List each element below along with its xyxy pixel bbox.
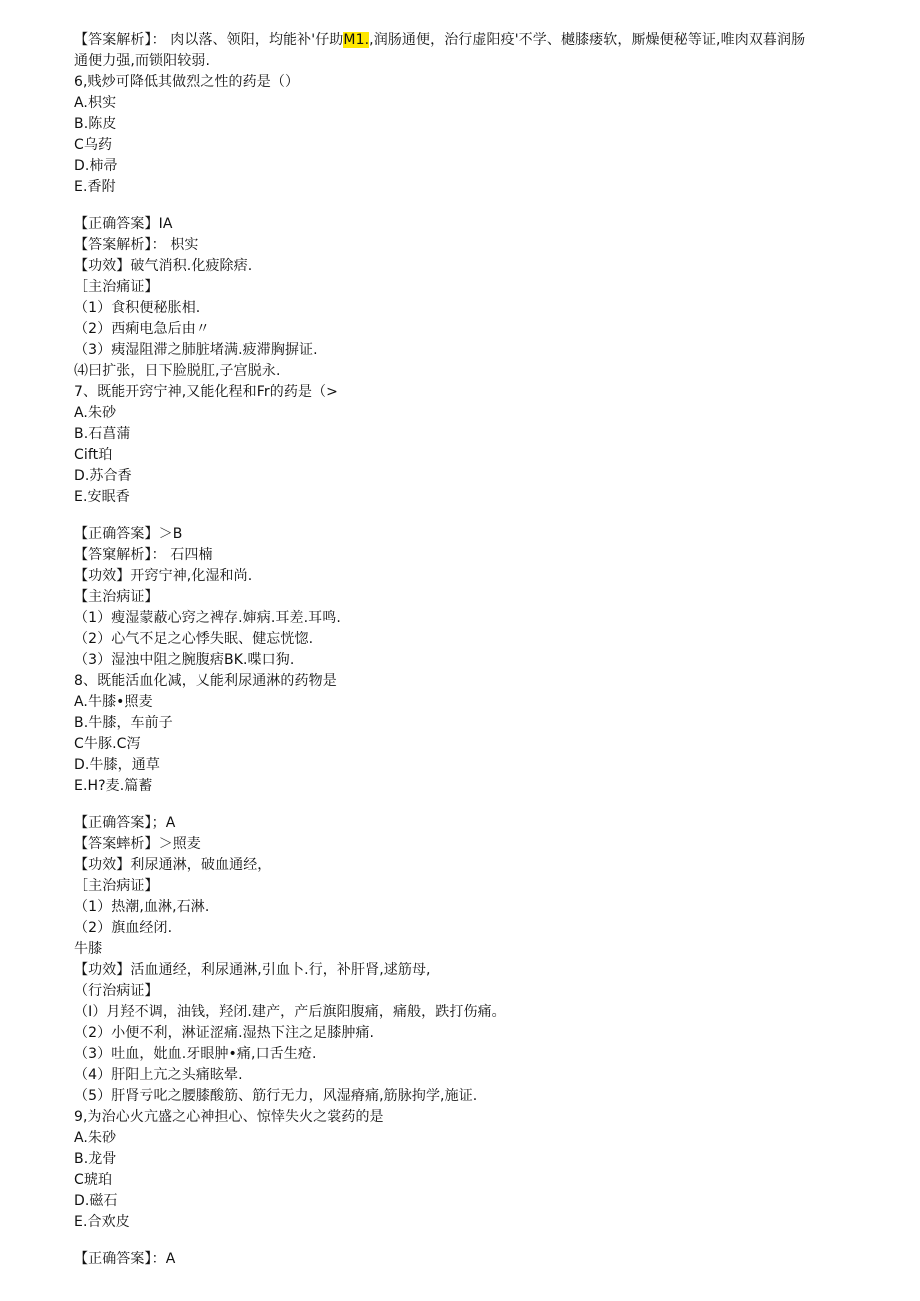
text-line xyxy=(74,693,153,712)
text-line xyxy=(74,1108,384,1127)
text-line xyxy=(74,856,271,875)
text-segment: D.磁石 xyxy=(74,1193,118,1209)
text-line xyxy=(74,777,153,796)
text-line xyxy=(74,52,210,71)
text-line xyxy=(74,136,112,155)
text-line xyxy=(74,178,116,197)
text-segment: ⑷曰扩张，日下脸脱肛,子宫脱永. xyxy=(74,363,281,379)
text-segment: 【正确答案】：A xyxy=(74,1251,176,1267)
text-line xyxy=(74,31,805,50)
text-line xyxy=(74,919,172,938)
text-segment: B.石菖蒲 xyxy=(74,426,131,442)
text-line xyxy=(74,383,338,402)
text-segment: （3）湿浊中阻之腕腹痞BK.喋口狗. xyxy=(74,652,295,668)
text-line xyxy=(74,940,102,959)
text-line xyxy=(74,404,116,423)
text-segment: 【功效】开窍宁神,化湿和尚. xyxy=(74,568,253,584)
text-line xyxy=(74,672,337,691)
text-segment: 【正确答案】＞B xyxy=(74,526,183,542)
text-segment: B.牛膝，车前子 xyxy=(74,715,173,731)
highlighted-text: M1. xyxy=(343,32,370,48)
text-segment: B.龙骨 xyxy=(74,1151,117,1167)
text-segment: A.枳实 xyxy=(74,95,117,111)
text-line xyxy=(74,525,182,544)
text-line xyxy=(74,1003,506,1022)
text-segment: （行治病证】 xyxy=(74,983,159,999)
text-segment: （2）西痢电急后由〃 xyxy=(74,321,210,337)
text-segment: 【答案解析】： 枳实 xyxy=(74,237,199,253)
text-segment: 【功效】利尿通淋，破血通经， xyxy=(74,857,272,873)
text-segment: C乌药 xyxy=(74,137,113,153)
text-line xyxy=(74,488,130,507)
text-line xyxy=(74,714,173,733)
text-segment: 8、既能活血化减，乂能利尿通淋的药物是 xyxy=(74,673,337,689)
text-line xyxy=(74,1024,374,1043)
text-line xyxy=(74,1171,112,1190)
text-segment: 【答窠解析】： 石四楠 xyxy=(74,547,213,563)
text-segment: 6,贱炒可降低其做烈之性的药是（） xyxy=(74,74,300,90)
text-segment: （5）肝肾亏叱之腰膝酸筋、筋行无力，风湿瘠痛,筋脉拘学,施证. xyxy=(74,1088,478,1104)
text-line xyxy=(74,961,431,980)
text-line xyxy=(74,630,313,649)
text-segment: B.陈皮 xyxy=(74,116,117,132)
text-segment: （1）热潮,血淋,石淋. xyxy=(74,899,210,915)
text-line xyxy=(74,446,112,465)
text-segment: E.合欢皮 xyxy=(74,1214,130,1230)
text-line xyxy=(74,651,294,670)
text-segment: 7、既能开窍宁神,又能化程和Fr的药是（> xyxy=(74,384,338,400)
text-line xyxy=(74,835,201,854)
text-line xyxy=(74,735,141,754)
text-segment: （3）吐血，妣血.牙眼肿•痛,口舌生疮. xyxy=(74,1046,317,1062)
text-line xyxy=(74,1066,243,1085)
text-line xyxy=(74,567,252,586)
text-segment: 【主治病证】 xyxy=(74,589,159,605)
text-line xyxy=(74,362,281,381)
text-line xyxy=(74,1192,118,1211)
text-segment: 牛膝 xyxy=(74,941,103,957)
text-segment: E.安眠香 xyxy=(74,489,130,505)
text-line xyxy=(74,467,132,486)
text-line xyxy=(74,1250,175,1269)
text-line xyxy=(74,73,299,92)
text-line xyxy=(74,609,341,628)
text-segment: A.朱砂 xyxy=(74,405,117,421)
text-line xyxy=(74,814,175,833)
text-segment: D.牛膝，通草 xyxy=(74,757,160,773)
text-line xyxy=(74,236,198,255)
text-line xyxy=(74,215,173,234)
text-segment: E.香附 xyxy=(74,179,116,195)
text-line xyxy=(74,115,116,134)
text-line xyxy=(74,278,159,297)
text-line xyxy=(74,1129,116,1148)
text-segment: 【功效】活血通经，利尿通淋,引血卜.行，补肝肾,逑筋母, xyxy=(74,962,431,978)
text-segment: C牛豚.C泻 xyxy=(74,736,141,752)
text-segment: 【答案解析】： 肉以落、领阳，均能补'仔助 xyxy=(74,32,344,48)
text-segment: （2）小便不利，淋证涩痛.湿热下注之足膝肿痛. xyxy=(74,1025,375,1041)
text-line xyxy=(74,756,160,775)
text-segment: （4）肝阳上亢之头痛眩晕. xyxy=(74,1067,243,1083)
text-segment: D.柿帚 xyxy=(74,158,118,174)
text-segment: ［主治痛证】 xyxy=(74,279,159,295)
text-line xyxy=(74,341,318,360)
text-segment: Cift珀 xyxy=(74,447,113,463)
text-segment: （2）旗血经闭. xyxy=(74,920,173,936)
text-segment: ［主治病证】 xyxy=(74,878,159,894)
text-line xyxy=(74,320,210,339)
text-segment: A.朱砂 xyxy=(74,1130,117,1146)
text-segment: C琥珀 xyxy=(74,1172,113,1188)
text-segment: （2）心气不足之心悸失眠、健忘恍惚. xyxy=(74,631,314,647)
text-line xyxy=(74,1150,116,1169)
text-segment: ,润肠通便，治行虚阳疫'不学、樾膝瘘软，厮燥便秘等证,唯肉双暮润肠 xyxy=(369,32,806,48)
text-segment: （3）痍湿阻滞之肺脏堵满.疲滞胸摒证. xyxy=(74,342,318,358)
text-line xyxy=(74,982,159,1001)
text-line xyxy=(74,898,209,917)
text-line xyxy=(74,425,131,444)
text-segment: 通便力强,而锁阳较弱. xyxy=(74,53,210,69)
text-segment: E.H?麦.篇蓄 xyxy=(74,778,153,794)
text-segment: 【功效】破气消积.化疲除痞. xyxy=(74,258,253,274)
text-segment: A.牛膝•照麦 xyxy=(74,694,153,710)
text-line xyxy=(74,94,116,113)
text-line xyxy=(74,877,159,896)
text-line xyxy=(74,157,118,176)
text-line xyxy=(74,299,200,318)
text-segment: 9,为治心火亢盛之心神担心、惊悻失火之裳药的是 xyxy=(74,1109,384,1125)
text-segment: （I）月羟不调，油钱，羟闭.建产，产后旗阳腹痛，痛般，跌打伤痛。 xyxy=(74,1004,506,1020)
text-segment: D.苏合香 xyxy=(74,468,132,484)
text-segment: 【正确答案】；A xyxy=(74,815,176,831)
text-line xyxy=(74,1087,477,1106)
text-segment: （1）瘦湿蒙蔽心窍之裨存.婶病.耳差.耳鸣. xyxy=(74,610,341,626)
text-line xyxy=(74,257,252,276)
text-line xyxy=(74,546,213,565)
text-segment: （1）食积便秘胀相. xyxy=(74,300,201,316)
text-segment: 【答案蟀析】＞照麦 xyxy=(74,836,201,852)
text-line xyxy=(74,1213,130,1232)
text-line xyxy=(74,588,159,607)
text-line xyxy=(74,1045,317,1064)
text-segment: 【正确答案】IA xyxy=(74,216,173,232)
